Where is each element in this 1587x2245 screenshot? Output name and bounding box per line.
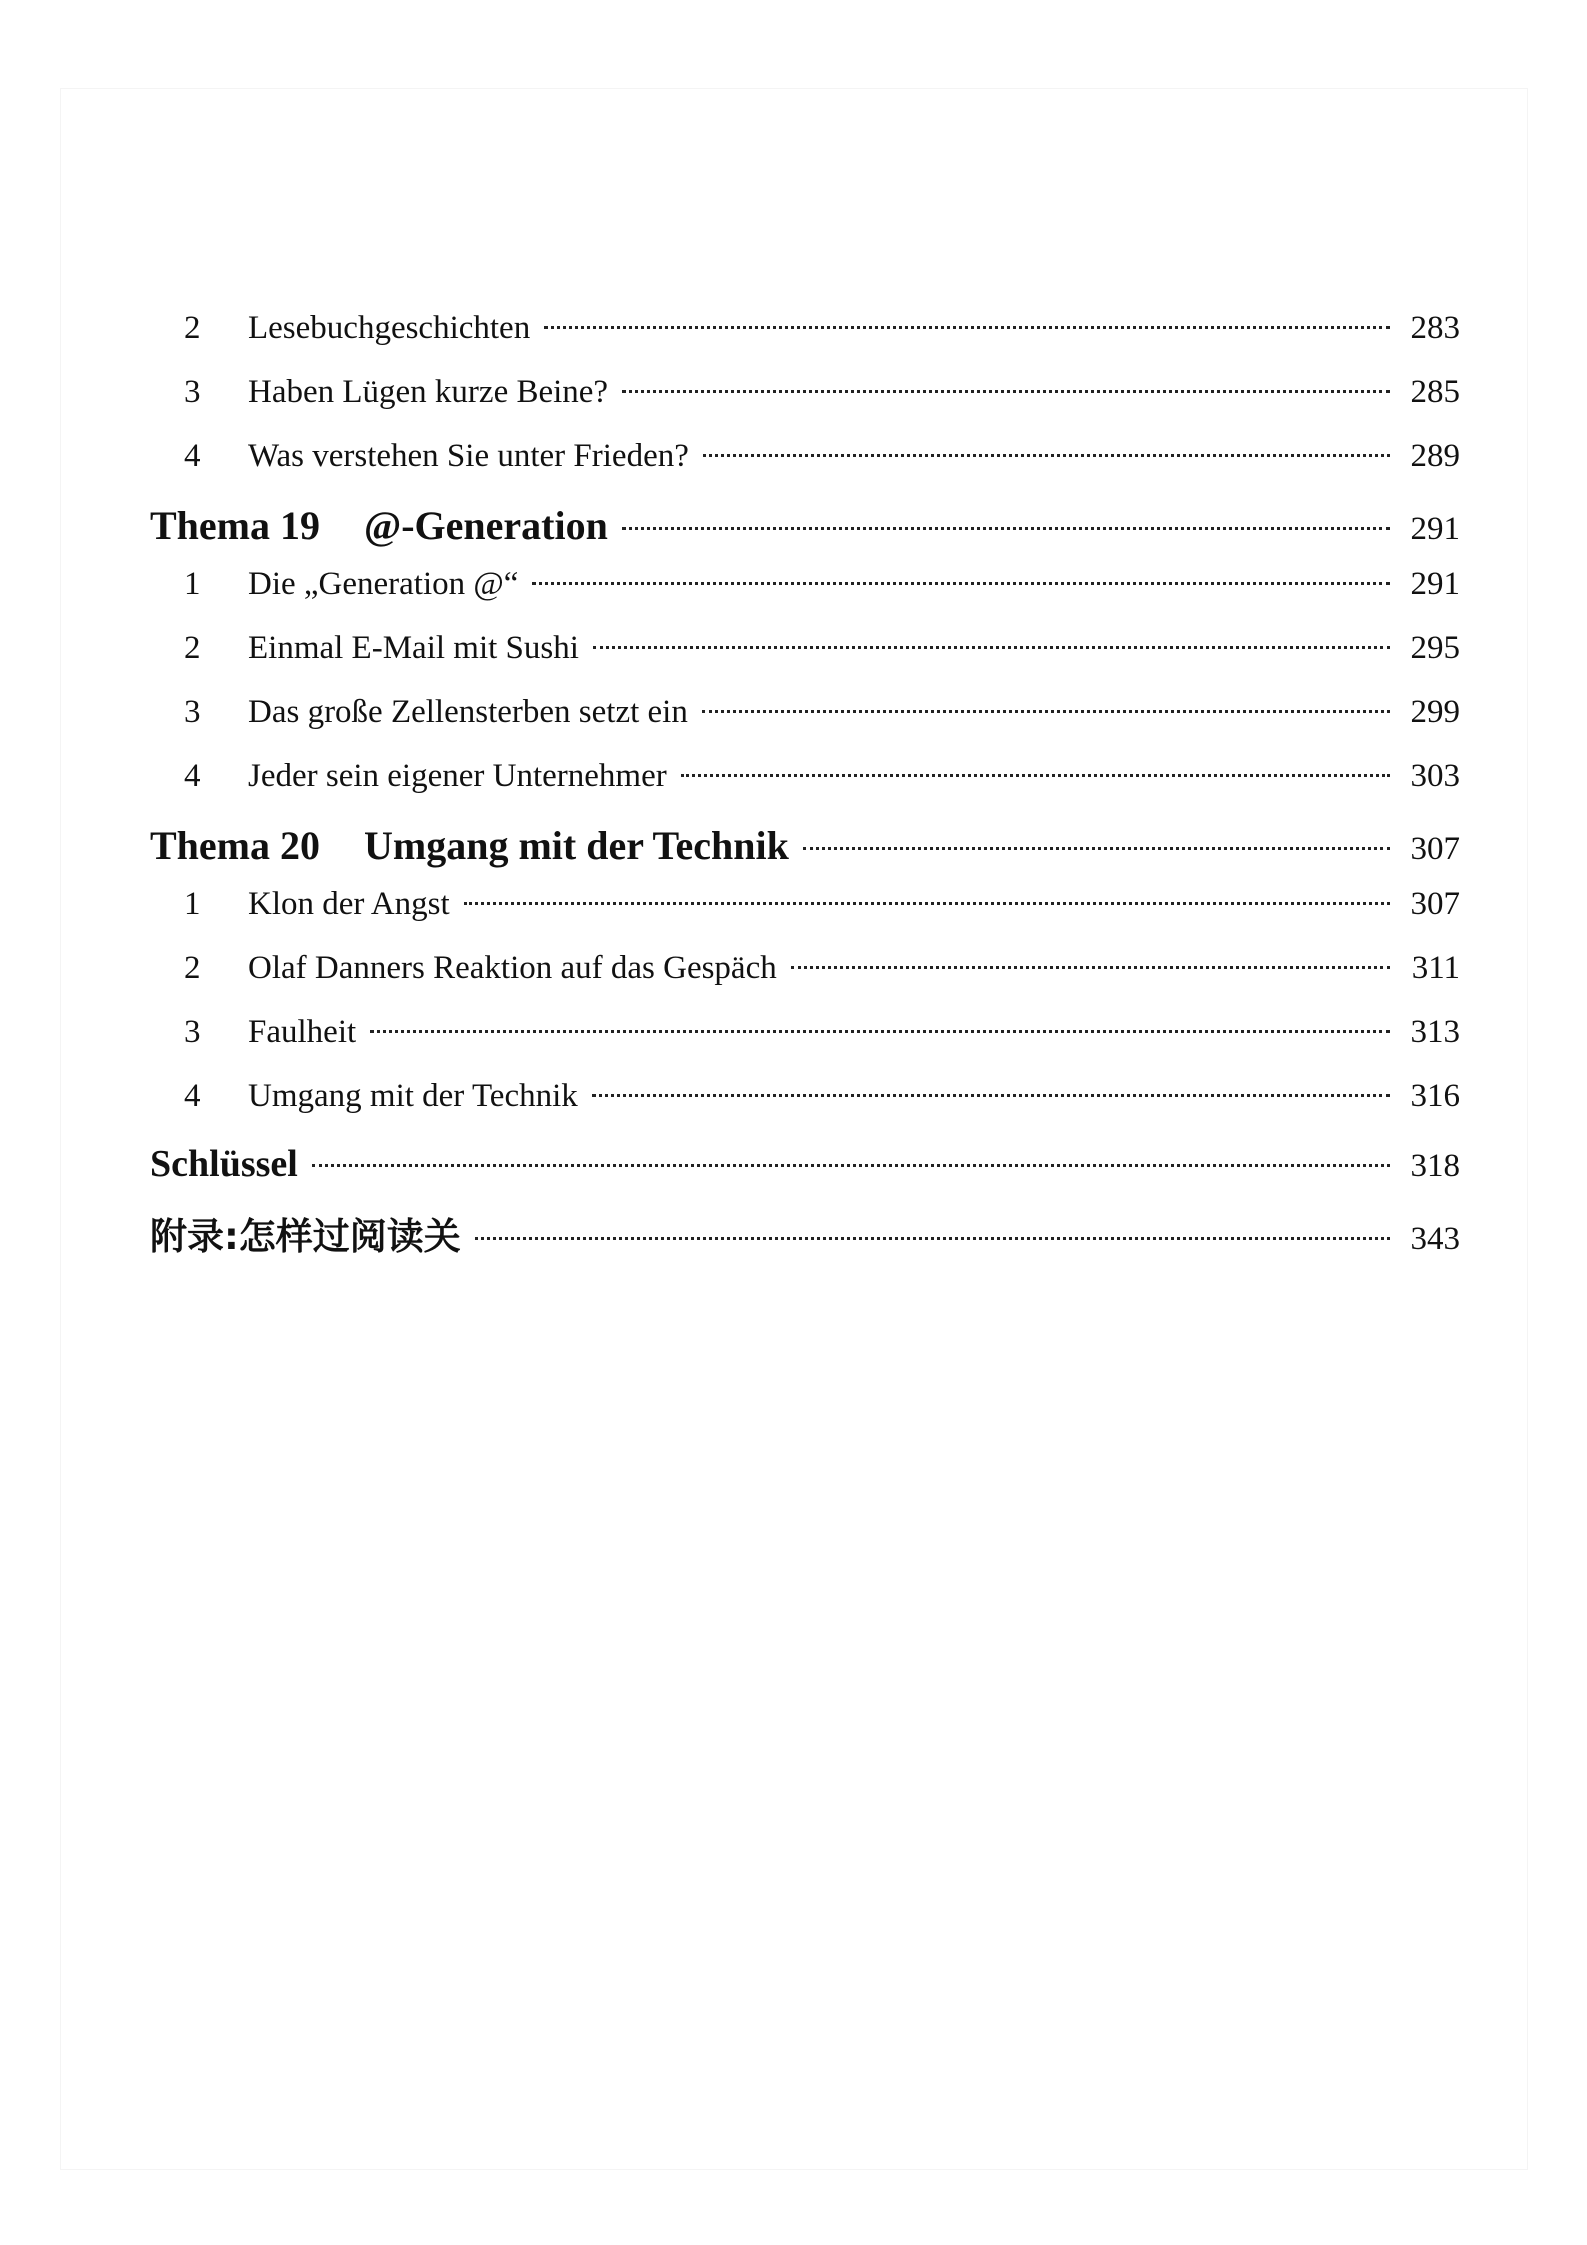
toc-entry-page: 307 <box>1410 886 1460 922</box>
toc-entry <box>150 950 1460 1014</box>
toc-entry-page: 295 <box>1410 630 1460 666</box>
toc-entry-page: 291 <box>1410 511 1460 547</box>
toc-entry-number: 2 <box>184 630 201 666</box>
toc-thema-heading <box>150 502 1460 566</box>
toc-entry <box>150 886 1460 950</box>
dot-leader <box>702 710 1390 713</box>
toc-entry-page: 318 <box>1410 1148 1460 1184</box>
dot-leader <box>475 1237 1390 1240</box>
toc-entry-page: 283 <box>1410 310 1460 346</box>
toc-entry-number: 1 <box>184 886 201 922</box>
toc-entry <box>150 1078 1460 1142</box>
dot-leader <box>312 1164 1390 1167</box>
dot-leader <box>803 847 1390 850</box>
toc-entry-page: 299 <box>1410 694 1460 730</box>
toc-entry-page: 313 <box>1410 1014 1460 1050</box>
toc-entry <box>150 374 1460 438</box>
toc-thema-title: Umgang mit der Technik <box>364 823 789 868</box>
toc-entry <box>150 1014 1460 1078</box>
toc-entry-title: Lesebuchgeschichten <box>248 310 531 346</box>
toc-entry-number: 4 <box>184 758 201 794</box>
toc-entry-title: Was verstehen Sie unter Frieden? <box>248 438 689 474</box>
toc-entry <box>150 566 1460 630</box>
toc-entry-title: Jeder sein eigener Unternehmer <box>248 758 667 794</box>
toc-entry-number: 4 <box>184 1078 201 1114</box>
toc-section-title: Schlüssel <box>150 1143 298 1185</box>
toc-entry <box>150 438 1460 502</box>
dot-leader <box>791 966 1390 969</box>
toc-entry-page: 307 <box>1410 831 1460 867</box>
toc-thema-label: Thema 20 <box>150 823 320 868</box>
toc-entry-number: 2 <box>184 950 201 986</box>
toc-entry <box>150 694 1460 758</box>
toc-entry-number: 3 <box>184 374 201 410</box>
dot-leader <box>532 582 1390 585</box>
toc-entry-title: Einmal E-Mail mit Sushi <box>248 630 579 666</box>
toc-entry-page: 343 <box>1410 1221 1460 1257</box>
toc-entry-title: Faulheit <box>248 1014 357 1050</box>
toc-entry-title: Klon der Angst <box>248 886 450 922</box>
toc-entry-title: Umgang mit der Technik <box>248 1078 578 1114</box>
dot-leader <box>622 527 1390 530</box>
dot-leader <box>593 646 1390 649</box>
toc-thema-heading <box>150 822 1460 886</box>
dot-leader <box>592 1094 1390 1097</box>
dot-leader <box>464 902 1390 905</box>
toc-thema-title: @-Generation <box>364 503 608 548</box>
dot-leader <box>681 774 1390 777</box>
toc-entry-title: Haben Lügen kurze Beine? <box>248 374 609 410</box>
toc-entry-title: Die „Generation @“ <box>248 566 519 602</box>
toc-entry-page: 285 <box>1410 374 1460 410</box>
toc-entry-page: 311 <box>1411 950 1460 986</box>
dot-leader <box>544 326 1390 329</box>
toc-entry-number: 2 <box>184 310 201 346</box>
toc-entry-page: 289 <box>1410 438 1460 474</box>
table-of-contents <box>150 310 1460 1270</box>
toc-appendix-heading <box>150 1206 1460 1270</box>
toc-appendix-title: 附录:怎样过阅读关 <box>150 1215 461 1258</box>
toc-entry-number: 1 <box>184 566 201 602</box>
dot-leader <box>370 1030 1390 1033</box>
toc-entry <box>150 310 1460 374</box>
toc-entry <box>150 630 1460 694</box>
toc-entry-title: Das große Zellensterben setzt ein <box>248 694 688 730</box>
toc-entry-page: 291 <box>1410 566 1460 602</box>
toc-entry-number: 3 <box>184 1014 201 1050</box>
dot-leader <box>622 390 1390 393</box>
dot-leader <box>703 454 1390 457</box>
toc-entry <box>150 758 1460 822</box>
toc-entry-number: 3 <box>184 694 201 730</box>
toc-entry-page: 303 <box>1410 758 1460 794</box>
toc-entry-page: 316 <box>1410 1078 1460 1114</box>
toc-entry-number: 4 <box>184 438 201 474</box>
toc-entry-title: Olaf Danners Reaktion auf das Gespäch <box>248 950 777 986</box>
toc-section-heading <box>150 1142 1460 1206</box>
toc-thema-label: Thema 19 <box>150 503 320 548</box>
